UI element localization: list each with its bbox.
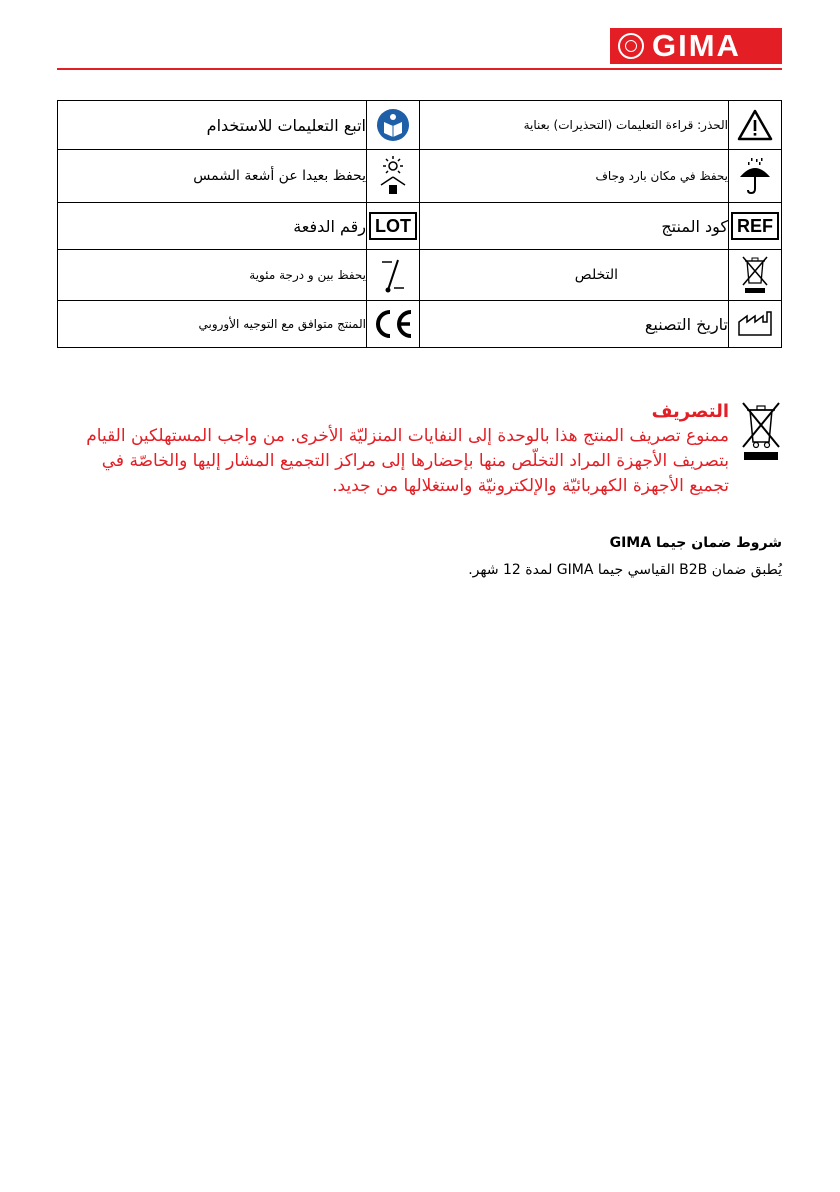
keep-dry-umbrella-icon [737,157,773,195]
symbol-label: كود المنتج [420,203,729,250]
caution-warning-icon [737,109,773,141]
warranty-title: شروط ضمان جيما GIMA [609,535,782,551]
symbol-label: يحفظ بعيدا عن أشعة الشمس [58,150,367,203]
manufacture-date-icon [736,310,774,338]
table-row [58,203,782,250]
table-row [58,101,782,150]
symbol-label: يحفظ بين و درجة مئوية [58,250,367,301]
header-divider [57,68,782,70]
symbols-table [57,100,782,348]
temperature-limit-icon [380,256,406,294]
warranty-section [57,533,782,581]
symbol-label: تاريخ التصنيع [420,301,729,348]
disposal-body: ممنوع تصريف المنتج هذا بالوحدة إلى النفايات المنزليّة الأخرى. من واجب المستهلكين القيام بتصريف الأجهزة المراد التخلّص منها بإحضارها إلى مراكز التجميع المشار إليها والخاصّة في تجميع الأجهزة الكهربائيّة والإلكترونيّة واستغلالها من جديد. [86,426,729,496]
reference-code-icon: REF [731,212,779,240]
ce-mark-icon [371,309,415,339]
weee-bin-icon [740,255,770,295]
symbol-label: المنتج متوافق مع التوجيه الأوروبي [58,301,367,348]
brand-name: GIMA [652,28,741,63]
lot-number-icon: LOT [369,212,417,240]
symbol-label: رقم الدفعة [58,203,367,250]
symbol-label: يحفظ في مكان بارد وجاف [420,150,729,203]
table-row [58,250,782,301]
consult-instructions-icon [376,108,410,142]
disposal-title: التصريف [651,401,729,422]
symbol-label: التخلص [420,250,729,301]
weee-crossed-bin-icon [740,400,782,462]
keep-away-from-sunlight-icon [373,155,413,197]
disposal-section [57,400,729,499]
symbol-label: الحذر: قراءة التعليمات (التحذيرات) بعناية [420,101,729,150]
table-row [58,301,782,348]
warranty-body: يُطبق ضمان B2B القياسي جيما GIMA لمدة 12 شهر. [468,562,782,578]
table-row [58,150,782,203]
gima-logo [610,28,782,64]
gima-seal-icon [618,33,644,59]
symbol-label: اتبع التعليمات للاستخدام [58,101,367,150]
